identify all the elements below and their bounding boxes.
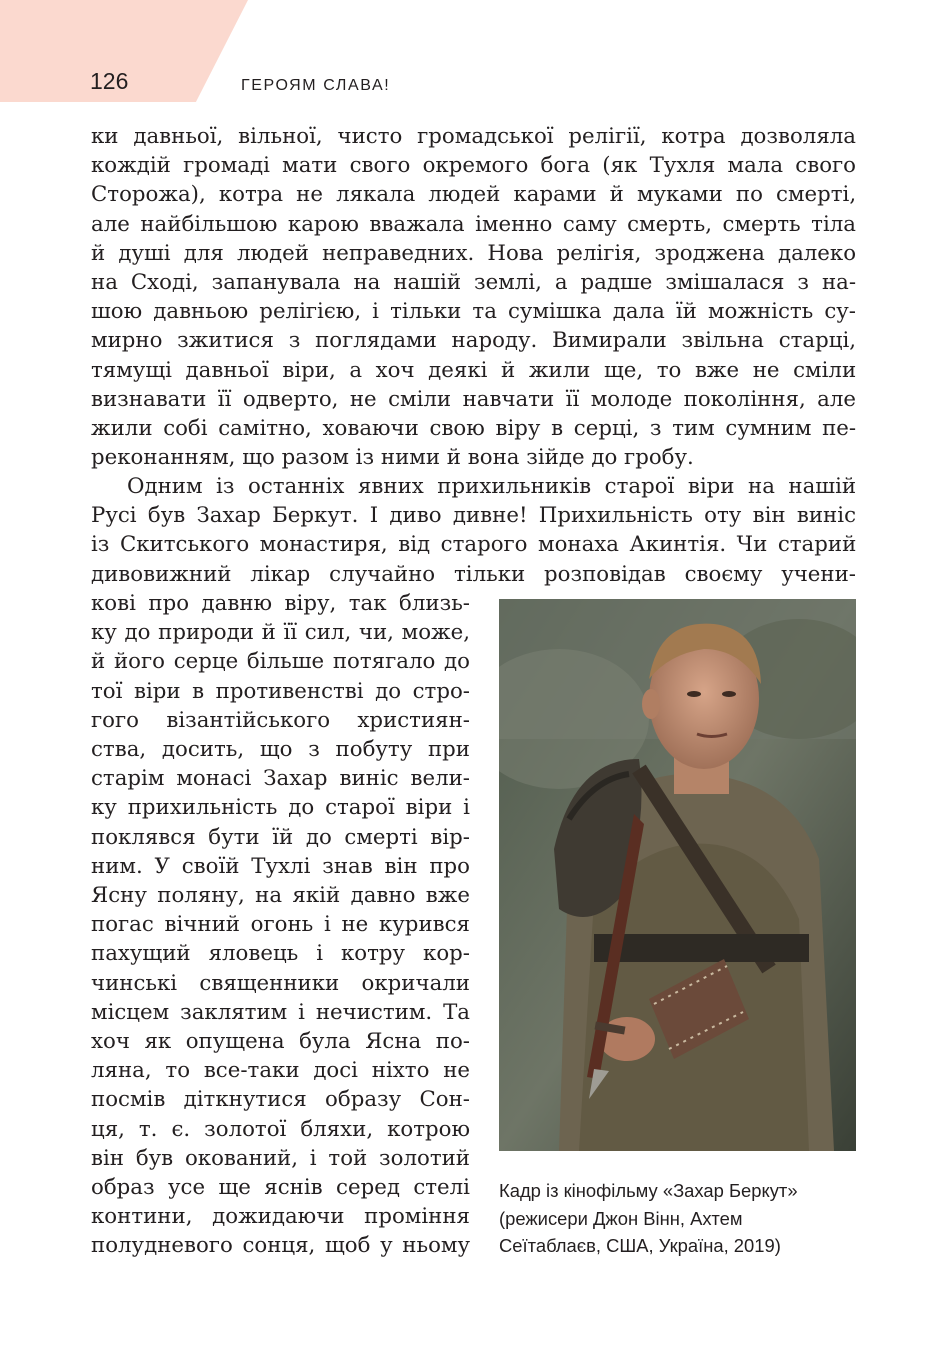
- text-line: хоч як опущена була Ясна по-: [91, 1029, 470, 1055]
- text-line: кові про давню віру, так близь-: [91, 591, 470, 616]
- caption-line: Сеїтаблаєв, США, Україна, 2019): [499, 1235, 781, 1256]
- text-line: шою давньою релігією, і тільки та сумішка дала їй можність су-: [91, 299, 856, 325]
- text-line: тямущі давньої віри, а хоч деякі й жили ще, то вже не сміли: [91, 357, 857, 383]
- text-line: але найбільшою карою вважала іменно саму смерть, смерть тіла: [91, 211, 856, 237]
- text-line: реконанням, що разом із ними й вона зійде до гробу.: [91, 445, 694, 471]
- text-line: погас вічний огонь і не курився: [91, 912, 470, 938]
- caption-line: (режисери Джон Вінн, Ахтем: [499, 1207, 743, 1229]
- text-line: місцем заклятим і нечистим. Та: [91, 999, 470, 1025]
- text-line: Русі був Захар Беркут. І диво дивне! Прихильність оту він виніс: [91, 503, 856, 529]
- paragraph-2-narrow: [91, 589, 470, 1261]
- text-line: він був окований, і той золотий: [91, 1145, 470, 1171]
- text-line: Ясну поляну, на якій давно вже: [91, 883, 470, 909]
- text-line: ства, досить, що з побуту при: [91, 737, 470, 763]
- text-line: дивовижний лікар случайно тільки розповідав своєму учени-: [91, 561, 856, 587]
- text-line: із Скитського монастиря, від старого монаха Акинтія. Чи старий: [91, 532, 857, 558]
- text-line: старім монасі Захар виніс вели-: [91, 766, 470, 792]
- caption-line: Кадр із кінофільму «Захар Беркут»: [499, 1180, 798, 1201]
- text-line: посмів діткнутися образу Сон-: [91, 1087, 470, 1113]
- text-line: й душі для людей неправедних. Нова релігія, зроджена далеко: [91, 240, 857, 266]
- text-line: ки давньої, вільної, чисто громадської релігії, котра дозволяла: [91, 124, 856, 149]
- text-line: ку до природи й її сил, чи, може,: [91, 620, 470, 646]
- text-line: поклявся бути їй до смерті вір-: [91, 824, 470, 850]
- text-line: мирно зжитися з поглядами народу. Вимирали звільна старці,: [91, 328, 857, 354]
- text-line: пахущий яловець і котру кор-: [91, 941, 470, 967]
- text-line: ця, т. є. золотої бляхи, котрою: [91, 1116, 470, 1142]
- paragraph-2-wide: [91, 472, 856, 589]
- film-still-warrior-icon: [499, 599, 856, 1151]
- text-line: тої віри в противенстві до стро-: [91, 678, 470, 704]
- text-line: чинські священники окричали: [91, 970, 470, 996]
- text-line: Сторожа), котра не лякала людей карами й муками по смерті,: [91, 182, 857, 208]
- text-line: ним. У своїй Тухлі знав він про: [91, 853, 470, 879]
- text-line: жили собі самітно, ховаючи свою віру в серці, з тим сумним пе-: [91, 416, 857, 442]
- film-still-image: [499, 599, 856, 1151]
- running-title: ГЕРОЯМ СЛАВА!: [241, 77, 391, 94]
- paragraph-1: [91, 122, 856, 472]
- text-line: контини, дожидаючи проміння: [91, 1204, 470, 1230]
- figure-caption: [499, 1177, 859, 1260]
- text-line: Одним із останніх явних прихильників старої віри на нашій: [127, 474, 857, 499]
- text-line: образ усе ще яснів серед стелі: [91, 1175, 470, 1201]
- text-line: визнавати її одверто, не сміли навчати її молоде покоління, але: [91, 386, 856, 412]
- page-number: 126: [90, 68, 129, 94]
- text-line: й його серце більше потягало до: [91, 649, 470, 675]
- text-line: ку прихильність до старої віри і: [91, 795, 470, 821]
- text-line: гого візантійського християн-: [91, 707, 470, 733]
- text-line: на Сході, запанувала на нашій землі, а радше змішалася з на-: [91, 270, 857, 296]
- text-line: полудневого сонця, щоб у ньому: [91, 1233, 470, 1259]
- text-line: ляна, то все-таки досі ніхто не: [91, 1058, 470, 1084]
- text-line: кождій громаді мати свого окремого бога (як Тухля мала свого: [91, 153, 856, 179]
